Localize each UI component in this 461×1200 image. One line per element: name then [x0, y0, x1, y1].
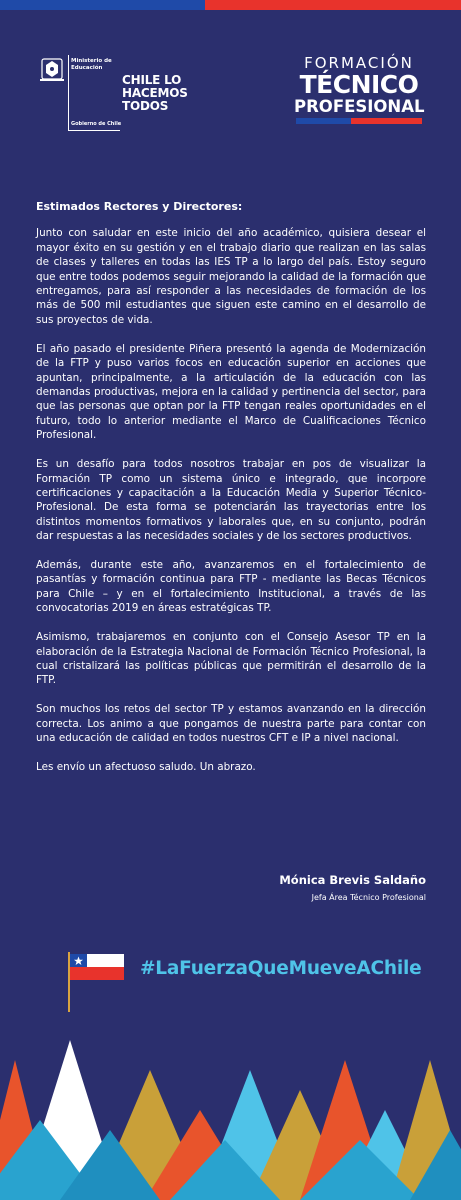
logo-divider: [68, 55, 69, 131]
paragraph: Además, durante este año, avanzaremos en el fortalecimiento de pasantías y formación continua para FTP - mediante las Becas Técnicos para Chile – y en el fortalecimiento Institucional, a través de las convocatorias 2019 en áreas estratégicas TP.: [36, 559, 426, 615]
formacion-tecnico-profesional-logo: [294, 55, 424, 124]
closing: Les envío un afectuoso saludo. Un abrazo.: [36, 761, 256, 773]
paragraph: El año pasado el presidente Piñera presentó la agenda de Modernización de la FTP y puso varios focos en educación superior en acciones que apuntan, principalmente, a la articulación de la educación con las demandas productivas, mejora en la calidad y pertinencia del sector, para que las personas que optan por la FTP tengan reales oportunidades en el futuro, todo lo anterior mediante el Marco de Cualificaciones Técnico Profesional.: [36, 342, 426, 442]
ministerio-label: Ministerio de Educación: [71, 58, 112, 71]
greeting: Estimados Rectores y Directores:: [36, 200, 243, 213]
top-color-bar: [0, 0, 461, 10]
slogan-line: CHILE LO: [122, 73, 182, 87]
signature-name: Mónica Brevis Saldaño: [279, 873, 426, 887]
paragraph: Asimismo, trabajaremos en conjunto con el Consejo Asesor TP en la elaboración de la Estrategia Nacional de Formación Técnico Profesional, la cual cristalizará las políticas públicas que permitirán el desarrollo de la FTP.: [36, 631, 426, 687]
logo-underline: [68, 130, 120, 131]
paragraph: Son muchos los retos del sector TP y estamos avanzando en la dirección correcta. Los animo a que pongamos de nuestra parte para contar con una educación de calidad en todos nuestros CFT e IP a nivel nacional.: [36, 703, 426, 745]
top-bar-blue: [0, 0, 205, 10]
gobierno-de-chile-logo: [35, 55, 123, 135]
signature: [279, 873, 426, 902]
signature-role: Jefa Área Técnico Profesional: [311, 893, 426, 902]
letter-body: [36, 200, 426, 789]
ftp-logo-line1: FORMACIÓN: [304, 54, 414, 72]
paragraph: Junto con saludar en este inicio del año académico, quisiera desear el mayor éxito en su gestión y en el trabajo diario que realizan en las salas de clases y talleres en todas las IES TP a lo largo del país. Estoy seguro que entre todos podemos seguir mejorando la calidad de la formación que entregamos, para así responder a las necesidades de formación de los más de 500 mil estudiantes que siguen este camino en el desarrollo de sus proyectos de vida.: [36, 227, 426, 326]
slogan-line: HACEMOS: [122, 86, 188, 100]
mountains-illustration: [0, 1000, 461, 1200]
coat-of-arms-icon: [38, 57, 66, 83]
top-bar-red: [205, 0, 461, 10]
gobierno-label: Gobierno de Chile: [71, 121, 122, 127]
slogan-line: TODOS: [122, 99, 169, 113]
slogan: [122, 74, 212, 113]
ministerio-logo-box: [35, 55, 123, 135]
ftp-logo-bar: [296, 118, 422, 124]
ftp-logo-line2: TÉCNICO: [299, 70, 419, 99]
hashtag: #LaFuerzaQueMueveAChile: [140, 958, 422, 979]
ftp-logo-line3: PROFESIONAL: [294, 97, 425, 116]
paragraph: Es un desafío para todos nosotros trabajar en pos de visualizar la Formación TP como un sistema único e integrado, que incorpore certificaciones y capacitación a la Educación Media y Superior Técnico-Profesional. De esta forma se potenciarán las trayectorias entre los distintos momentos formativos y laborales que, en su conjunto, podrán dar respuestas a las necesidades sociales y de los sectores productivos.: [36, 458, 426, 543]
